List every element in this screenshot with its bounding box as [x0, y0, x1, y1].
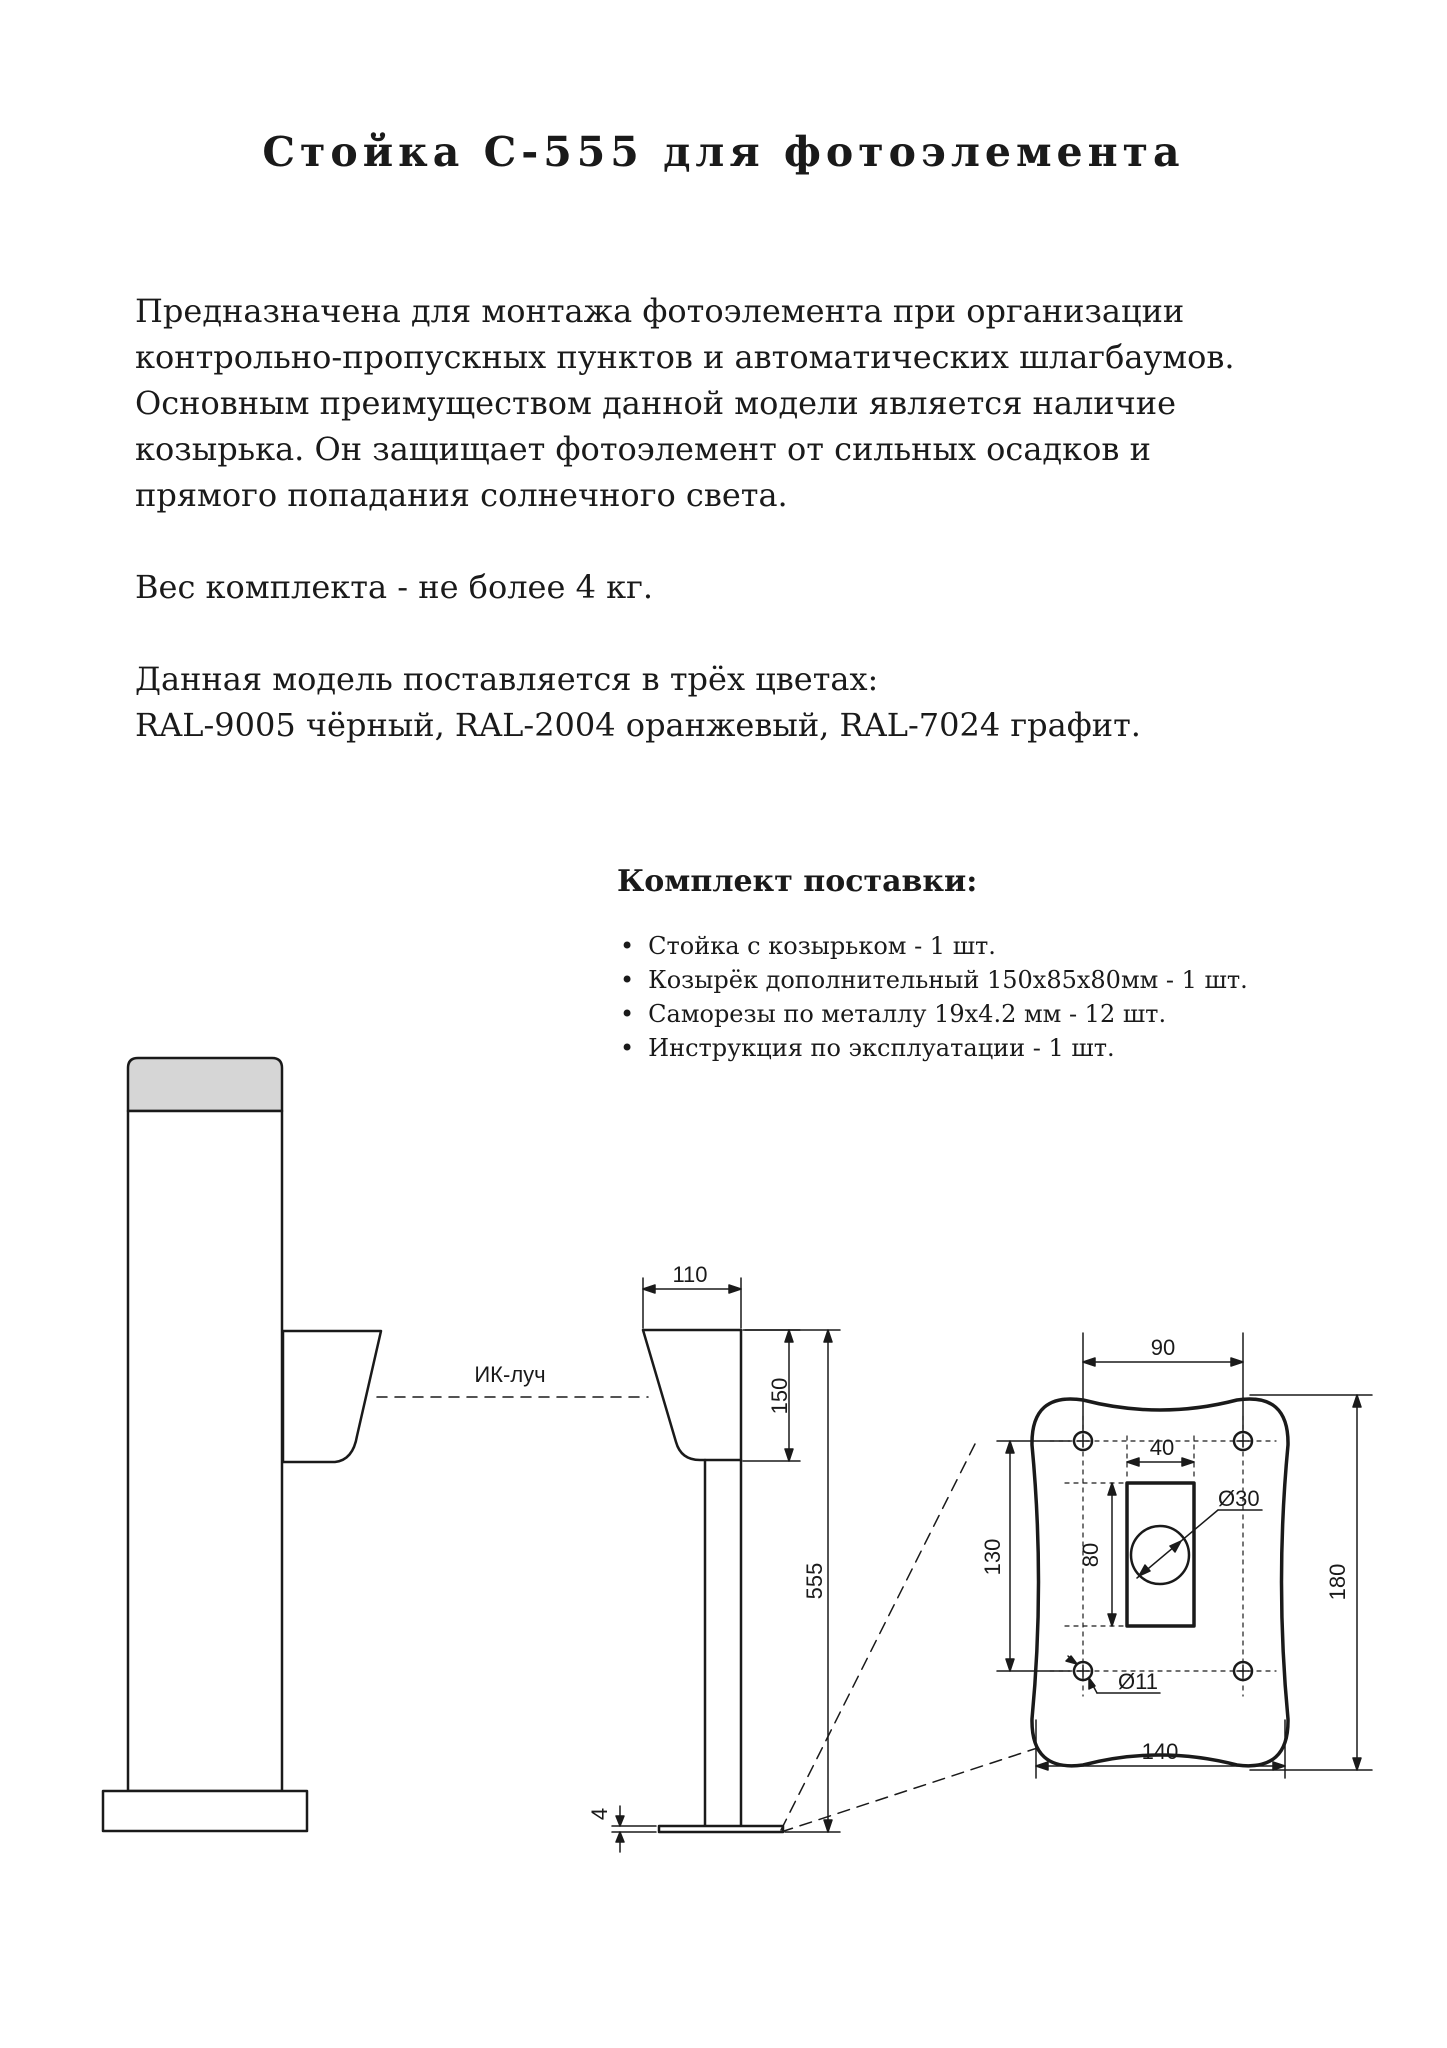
colors-list: RAL-9005 чёрный, RAL-2004 оранжевый, RAL-7024 графит.	[135, 706, 1141, 744]
stand-cap	[128, 1058, 282, 1111]
dim-label-d11: Ø11	[1118, 1669, 1158, 1694]
dim-label-80: 80	[1078, 1542, 1103, 1568]
stand-post	[128, 1111, 282, 1791]
ir-beam-label: ИК-луч	[474, 1362, 546, 1387]
dimension-4	[612, 1806, 656, 1852]
kit-title: Комплект поставки:	[617, 864, 978, 899]
stand-dimension-view	[643, 1330, 783, 1832]
kit-item: • Стойка с козырьком - 1 шт.	[620, 929, 1248, 963]
photocell-visor	[283, 1331, 381, 1462]
dim-label-555: 555	[802, 1562, 827, 1600]
description-line: Предназначена для монтажа фотоэлемента при организации	[135, 292, 1185, 330]
kit-item: • Саморезы по металлу 19x4.2 мм - 12 шт.	[620, 997, 1248, 1031]
base-plate	[659, 1826, 783, 1832]
page-title: Стойка С-555 для фотоэлемента	[262, 128, 1185, 176]
dim-label-180: 180	[1325, 1563, 1350, 1601]
dim-label-d30: Ø30	[1218, 1486, 1260, 1511]
colors-intro: Данная модель поставляется в трёх цветах:	[135, 660, 879, 698]
dim-label-110: 110	[672, 1262, 708, 1287]
description-line: Основным преимуществом данной модели является наличие	[135, 384, 1177, 422]
stand-base	[103, 1791, 307, 1831]
detail-projection-line	[781, 1438, 978, 1830]
dim-label-140: 140	[1141, 1739, 1179, 1764]
visor-outline	[643, 1330, 741, 1460]
dim-label-90: 90	[1150, 1335, 1176, 1360]
weight-line: Вес комплекта - не более 4 кг.	[135, 568, 654, 606]
dim-label-150: 150	[767, 1377, 792, 1415]
kit-item: • Козырёк дополнительный 150x85x80мм - 1 шт.	[620, 963, 1248, 997]
description-line: прямого попадания солнечного света.	[135, 476, 788, 514]
dim-label-4: 4	[587, 1807, 612, 1821]
kit-item: • Инструкция по эксплуатации - 1 шт.	[620, 1031, 1248, 1065]
description-line: козырька. Он защищает фотоэлемент от сильных осадков и	[135, 430, 1151, 468]
stand-side-view	[103, 1058, 381, 1831]
description-line: контрольно-пропускных пунктов и автоматических шлагбаумов.	[135, 338, 1235, 376]
dim-label-40: 40	[1149, 1435, 1175, 1460]
dim-label-130: 130	[980, 1538, 1005, 1576]
detail-projection-line	[781, 1734, 1080, 1832]
